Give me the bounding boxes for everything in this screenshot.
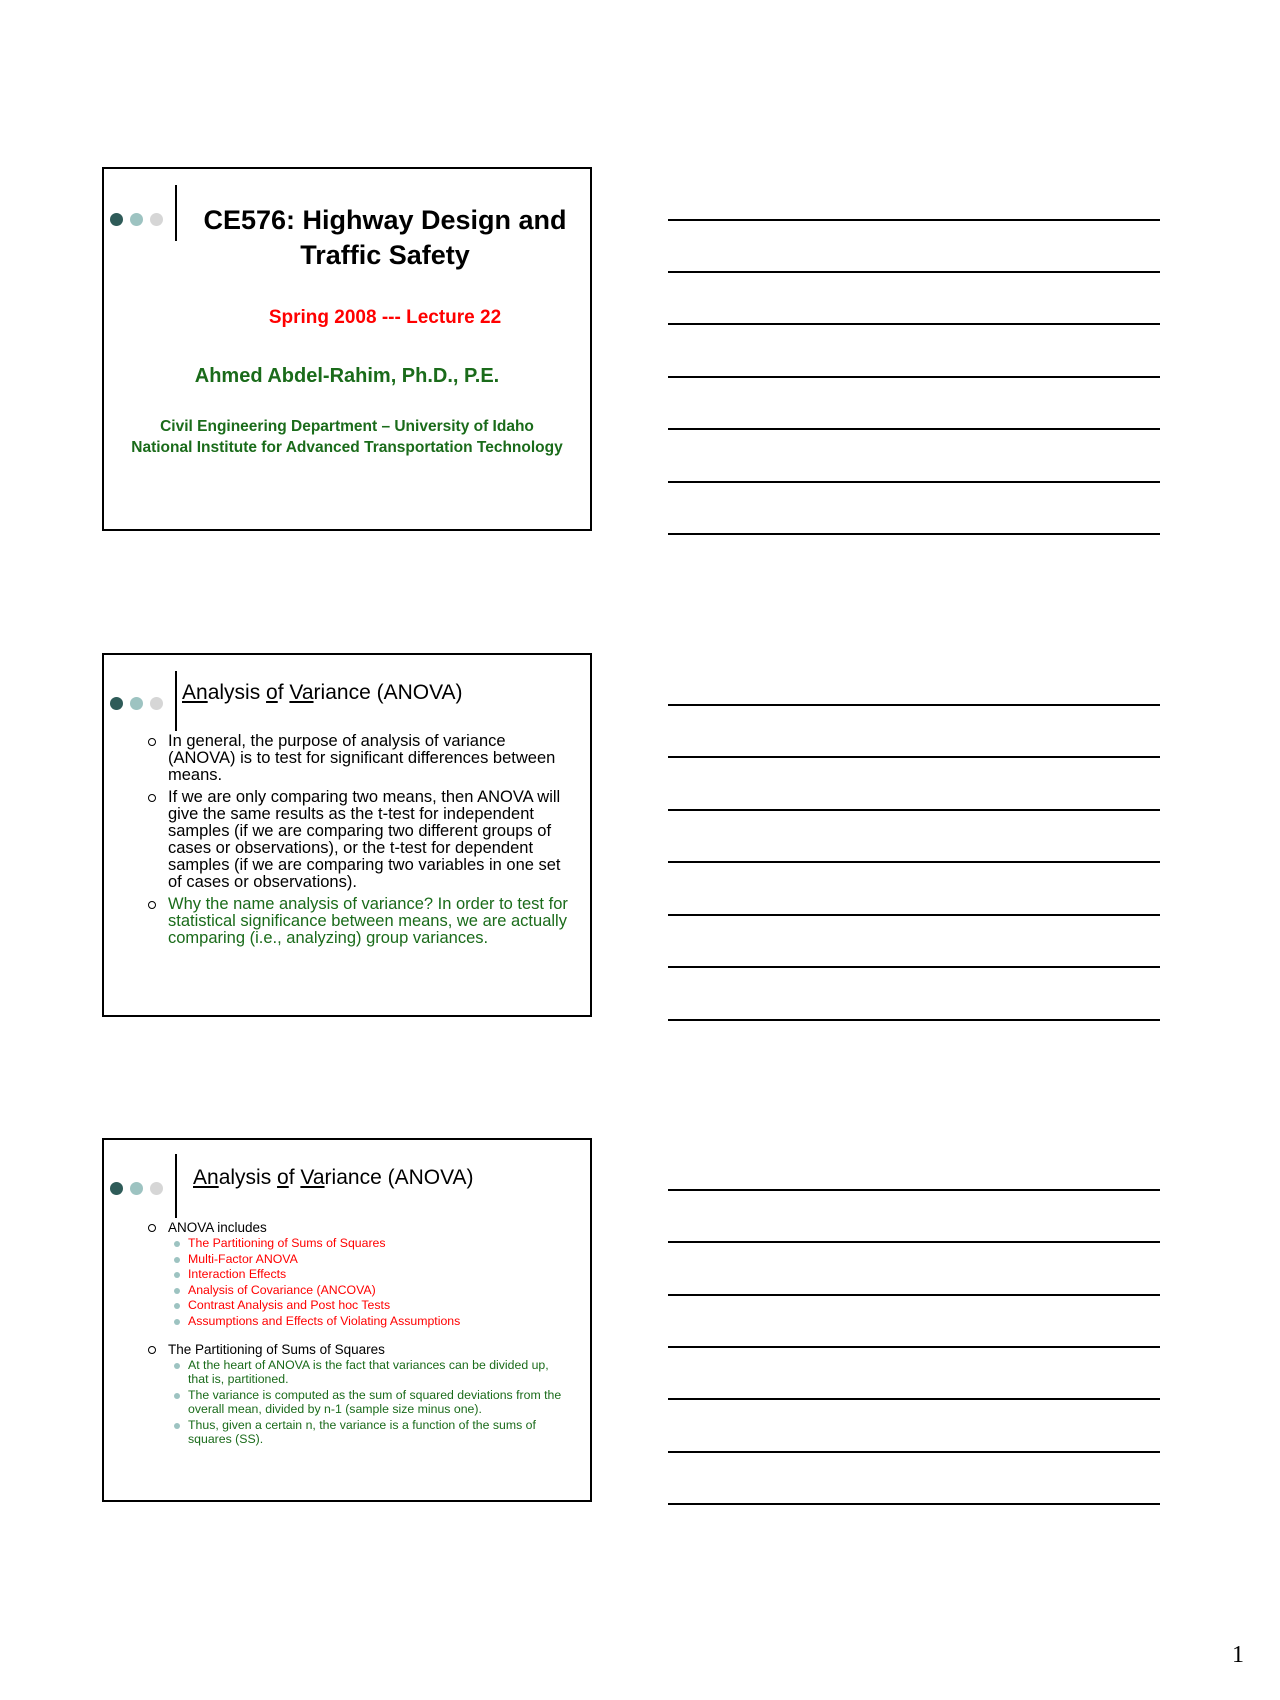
slide-dots-decoration (110, 213, 162, 227)
sub-list-item (168, 1419, 572, 1446)
bullet-text: The Partitioning of Sums of Squares (168, 1342, 385, 1357)
title-part: o (266, 681, 278, 704)
title-divider (175, 1154, 177, 1218)
title-part: riance (ANOVA) (313, 681, 463, 704)
sub-list-item (168, 1389, 572, 1416)
sub-bullet-dot-icon (174, 1393, 180, 1399)
affiliation-line-2: National Institute for Advanced Transportation Technology (131, 439, 563, 456)
list-item (148, 1342, 572, 1446)
note-line (668, 219, 1160, 221)
affiliation-line-1: Civil Engineering Department – University of Idaho (160, 418, 534, 435)
sub-bullet-dot-icon (174, 1257, 180, 1263)
sub-list-item (168, 1315, 572, 1329)
sub-bullet-text: Multi-Factor ANOVA (188, 1251, 298, 1266)
dot-dark (110, 1182, 123, 1195)
title-part: An (193, 1166, 219, 1189)
note-line (668, 966, 1160, 968)
list-item (148, 733, 572, 784)
sub-bullet-text: Thus, given a certain n, the variance is a function of the sums of squares (SS). (188, 1418, 536, 1446)
dot-light (150, 697, 163, 710)
note-line (668, 271, 1160, 273)
sub-bullet-text: Contrast Analysis and Post hoc Tests (188, 1298, 391, 1312)
list-item (148, 1220, 572, 1328)
slide-dots-decoration (110, 1182, 162, 1196)
slide-title (182, 681, 463, 705)
title-part: f (288, 1166, 301, 1189)
dot-light (150, 1182, 163, 1195)
dot-mid (130, 1182, 143, 1195)
title-divider (175, 185, 177, 241)
note-line (668, 533, 1160, 535)
page-number: 1 (1232, 1642, 1244, 1668)
slide-dots-decoration (110, 697, 162, 711)
title-part: Va (289, 681, 314, 704)
sub-bullet-dot-icon (174, 1303, 180, 1309)
bullet-ring-icon (148, 738, 156, 746)
note-line (668, 861, 1160, 863)
slide-1 (102, 167, 592, 531)
bullet-list (148, 1220, 572, 1449)
bullet-text: ANOVA includes (168, 1220, 267, 1235)
sub-list (168, 1359, 572, 1446)
bullet-ring-icon (148, 1346, 156, 1354)
bullet-ring-icon (148, 794, 156, 802)
note-line (668, 756, 1160, 758)
title-part: riance (ANOVA) (324, 1166, 474, 1189)
note-line (668, 1019, 1160, 1021)
note-line (668, 1346, 1160, 1348)
note-line (668, 323, 1160, 325)
list-item (148, 789, 572, 891)
dot-mid (130, 213, 143, 226)
note-line (668, 1503, 1160, 1505)
title-part: o (277, 1166, 289, 1189)
sub-list-item (168, 1253, 572, 1267)
sub-list-item (168, 1237, 572, 1251)
author-name: Ahmed Abdel-Rahim, Ph.D., P.E. (194, 365, 500, 387)
course-title: CE576: Highway Design and Traffic Safety (203, 205, 567, 270)
sub-bullet-text: The variance is computed as the sum of squared deviations from the overall mean, divided by n-1 (sample size minus one). (188, 1388, 562, 1416)
lecture-subtitle: Spring 2008 --- Lecture 22 (268, 307, 502, 328)
sub-bullet-text: At the heart of ANOVA is the fact that variances can be divided up, that is, partitioned. (188, 1358, 549, 1386)
sub-bullet-text: The Partitioning of Sums of Squares (188, 1236, 386, 1250)
note-line (668, 428, 1160, 430)
title-part: An (182, 681, 208, 704)
slide-title (193, 1166, 474, 1190)
sub-bullet-text: Assumptions and Effects of Violating Assumptions (188, 1313, 461, 1328)
title-divider (175, 671, 177, 731)
note-line (668, 914, 1160, 916)
note-line (668, 1241, 1160, 1243)
title-part: f (277, 681, 290, 704)
title-part: alysis (207, 681, 267, 704)
sub-bullet-text: Interaction Effects (188, 1267, 287, 1281)
sub-bullet-dot-icon (174, 1319, 180, 1325)
note-line (668, 481, 1160, 483)
affiliation (104, 416, 590, 458)
bullet-ring-icon (148, 1224, 156, 1232)
sub-bullet-text: Analysis of Covariance (ANCOVA) (188, 1282, 376, 1297)
bullet-list (148, 733, 572, 952)
dot-light (150, 213, 163, 226)
note-line (668, 1398, 1160, 1400)
sub-bullet-dot-icon (174, 1241, 180, 1247)
bullet-text: In general, the purpose of analysis of variance (ANOVA) is to test for significant differences between means. (168, 732, 556, 784)
sub-list-item (168, 1299, 572, 1313)
bullet-ring-icon (148, 901, 156, 909)
title-part: Va (300, 1166, 325, 1189)
note-line (668, 704, 1160, 706)
list-item (148, 896, 572, 947)
note-line (668, 1189, 1160, 1191)
sub-bullet-dot-icon (174, 1288, 180, 1294)
dot-dark (110, 697, 123, 710)
title-part: alysis (218, 1166, 278, 1189)
slide-3 (102, 1138, 592, 1502)
sub-list (168, 1237, 572, 1328)
note-line (668, 376, 1160, 378)
sub-list-item (168, 1284, 572, 1298)
bullet-text: Why the name analysis of variance? In order to test for statistical significance between means, we are actually comparing (i.e., analyzing) group variances. (168, 895, 568, 947)
sub-bullet-dot-icon (174, 1423, 180, 1429)
note-line (668, 1294, 1160, 1296)
note-line (668, 809, 1160, 811)
bullet-text: If we are only comparing two means, then ANOVA will give the same results as the t-test for independent samples (if we are comparing two different groups of cases or observations), or the t-test for dependent samples (if we are comparing two variables in one set of cases or observations). (168, 788, 561, 891)
dot-dark (110, 213, 123, 226)
sub-list-item (168, 1268, 572, 1282)
sub-list-item (168, 1359, 572, 1386)
note-line (668, 1451, 1160, 1453)
sub-bullet-dot-icon (174, 1272, 180, 1278)
sub-bullet-dot-icon (174, 1363, 180, 1369)
dot-mid (130, 697, 143, 710)
slide-2 (102, 653, 592, 1017)
